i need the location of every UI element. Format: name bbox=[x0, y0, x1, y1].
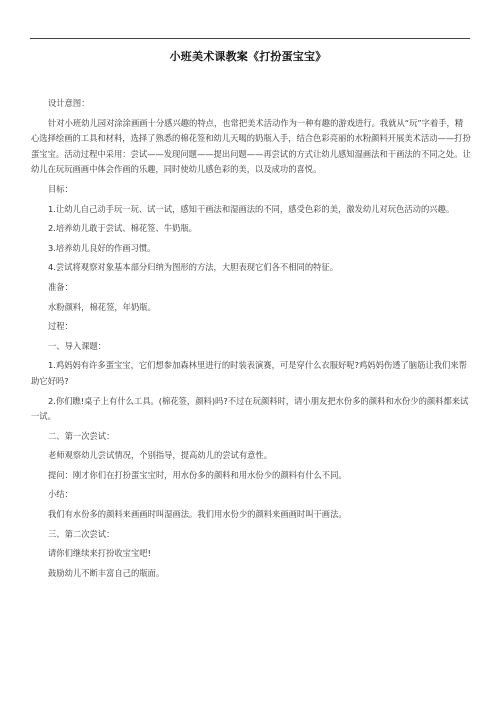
paragraph-continue: 请你们继续来打扮收宝宝吧! bbox=[48, 548, 151, 559]
paragraph-goal-4: 4.尝试将观察对象基本部分归纳为图形的方法，大胆表现它们各不相同的特征。 bbox=[48, 262, 339, 273]
paragraph-process-heading: 过程： bbox=[48, 321, 73, 332]
document-title: 小班美术课教案《打扮蛋宝宝》 bbox=[169, 50, 327, 63]
paragraph-goal-1: 1.让幼儿自己动手玩一玩、试一试，感知干画法和湿画法的不同，感受色彩的美，激发幼儿对玩色活动的兴趣。 bbox=[48, 203, 455, 214]
paragraph-section-3: 三、第二次尝试： bbox=[48, 528, 115, 539]
paragraph-goal-2: 2.培养幼儿敢于尝试、棉花签、牛奶瓶。 bbox=[48, 223, 197, 234]
paragraph-step-2: 2.你们瞧!桌子上有什么工具。(棉花签，颜料)吗?不过在玩颜料时，请小朋友把水份多的颜料和水份少的颜料都来试一试。 bbox=[31, 395, 469, 422]
header-rule bbox=[30, 38, 470, 39]
paragraph-prep-heading: 准备： bbox=[48, 281, 73, 292]
paragraph-design-text: 针对小班幼儿园对涂涂画画十分感兴趣的特点，也常把美术活动作为一种有趣的游戏进行。我就从“玩”字着手，精心选择绘画的工具和材料，选择了熟悉的棉花签和幼儿天喝的奶瓶入手，结合色彩亮丽的水粉颜料开展美术活动——打扮蛋宝宝。活动过程中采用：尝试——发现问题——提出问题——再尝试的方式让幼儿感知湿画法和干画法的不同之处。让幼儿在玩玩画画中体会作画的乐趣，同时使幼儿感色彩的美，以及成功的喜悦。 bbox=[31, 117, 471, 175]
paragraph-section-2: 二、第一次尝试： bbox=[48, 430, 115, 441]
paragraph-prep-text: 水粉颜料，棉花签，年奶瓶。 bbox=[48, 301, 156, 312]
paragraph-goals-heading: 目标： bbox=[48, 183, 73, 194]
paragraph-goal-3: 3.培养幼儿良好的作画习惯。 bbox=[48, 242, 156, 253]
paragraph-summary-text: 我们有水份多的颜料来画画时叫湿画法。我们用水份少的颜料来画画时叫干画法。 bbox=[48, 509, 347, 520]
paragraph-question: 提问：刚才你们在打扮蛋宝宝时，用水份多的颜料和用水份少的颜料有什么不同。 bbox=[48, 469, 347, 480]
paragraph-encourage: 鼓励幼儿不断丰富自己的瓶面。 bbox=[48, 567, 165, 578]
paragraph-design-heading: 设计意图： bbox=[48, 98, 90, 108]
paragraph-step-1: 1.鸡妈妈有许多蛋宝宝，它们想参加森林里进行的时装表演赛，可是穿什么衣服好呢?鸡妈妈伤透了脑筋让我们来帮助它好吗? bbox=[31, 360, 467, 386]
paragraph-observe: 老师观察幼儿尝试情况，个别指导，提高幼儿的尝试有意性。 bbox=[48, 450, 273, 461]
document-body bbox=[31, 96, 471, 581]
paragraph-summary-heading: 小结： bbox=[48, 489, 73, 500]
paragraph-section-1: 一、导入课题： bbox=[48, 340, 107, 351]
